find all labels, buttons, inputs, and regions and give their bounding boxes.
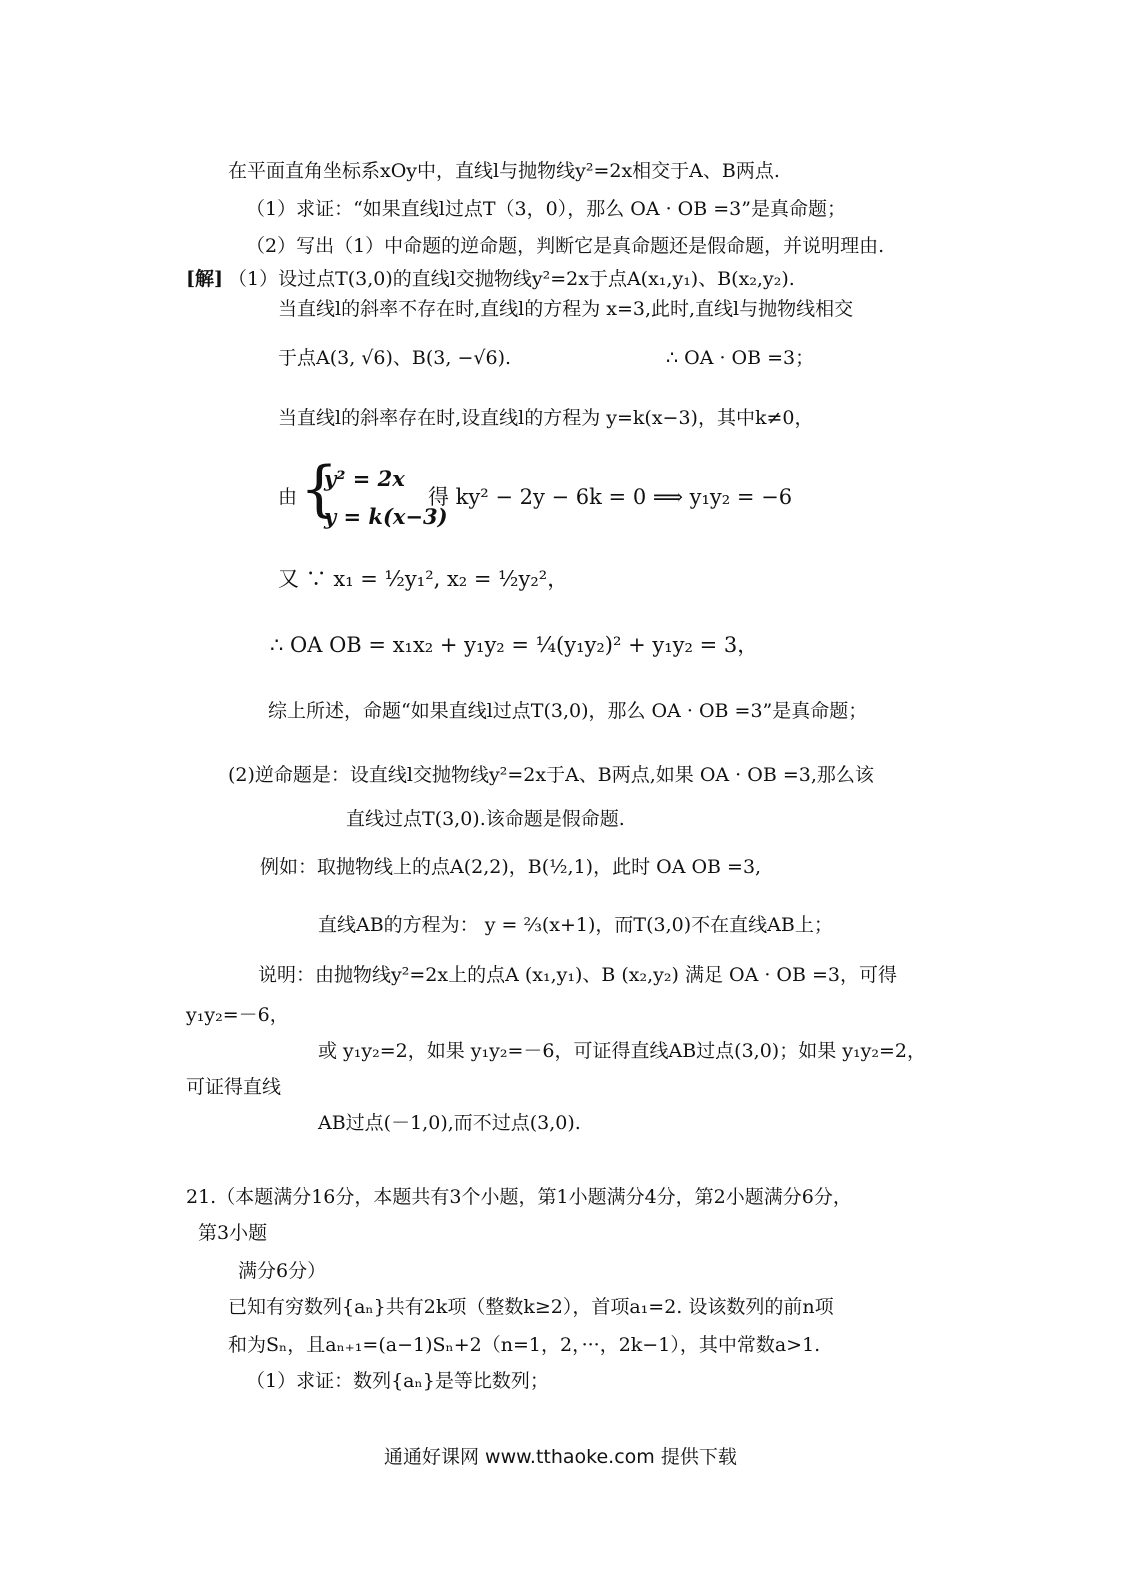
solution-line-9: (2)逆命题是：设直线l交抛物线y²=2x于A、B两点,如果 OA · OB =3,那么该 bbox=[228, 764, 874, 786]
problem21-text-2: 和为Sₙ，且aₙ₊₁=(a−1)Sₙ+2（n=1，2，···，2k−1），其中常数a>1. bbox=[228, 1334, 821, 1356]
solution-line-17: AB过点(－1,0),而不过点(3,0). bbox=[318, 1112, 581, 1134]
solution-line-3b: ∴ OA · OB =3； bbox=[666, 347, 815, 369]
left-brace-icon: { bbox=[300, 454, 339, 524]
solution-line-10: 直线过点T(3,0).该命题是假命题. bbox=[346, 808, 625, 830]
page-footer: 通通好课网 www.tthaoke.com 提供下载 bbox=[384, 1446, 737, 1468]
solution-line-12: 直线AB的方程为： y = ⅔(x+1)，而T(3,0)不在直线AB上； bbox=[318, 914, 833, 936]
problem-stem: 在平面直角坐标系xOy中，直线l与抛物线y²=2x相交于A、B两点. bbox=[228, 160, 780, 182]
equation-system bbox=[300, 454, 448, 532]
solution-line-1: （1）设过点T(3,0)的直线l交抛物线y²=2x于点A(x₁,y₁)、B(x₂,y₂). bbox=[228, 268, 795, 290]
solution-line-11: 例如：取抛物线上的点A(2,2)，B(½,1)，此时 OA OB =3, bbox=[260, 856, 762, 878]
problem21-text-1: 已知有穷数列{aₙ}共有2k项（整数k≥2），首项a₁=2. 设该数列的前n项 bbox=[228, 1296, 834, 1318]
solution-line-14: y₁y₂=－6， bbox=[186, 1004, 289, 1026]
problem21-header-1: 21.（本题满分16分，本题共有3个小题，第1小题满分4分，第2小题满分6分， bbox=[186, 1186, 852, 1208]
solution-line-3a: 于点A(3, √6)、B(3, −√6). bbox=[278, 347, 512, 369]
problem21-header-2: 第3小题 bbox=[198, 1222, 268, 1244]
solution-line-2: 当直线l的斜率不存在时,直线l的方程为 x=3,此时,直线l与抛物线相交 bbox=[278, 298, 854, 320]
problem-part1: （1）求证：“如果直线l过点T（3，0），那么 OA · OB =3”是真命题； bbox=[246, 198, 846, 220]
system-row-2: y = k(x−3) bbox=[324, 504, 448, 529]
problem21-header-3: 满分6分） bbox=[238, 1260, 327, 1282]
solution-line-13: 说明：由抛物线y²=2x上的点A (x₁,y₁)、B (x₂,y₂) 满足 OA · OB =3，可得 bbox=[258, 964, 898, 986]
solution-line-4: 当直线l的斜率存在时,设直线l的方程为 y=k(x−3)，其中k≠0， bbox=[278, 407, 814, 429]
solution-line-8: 综上所述，命题“如果直线l过点T(3,0)，那么 OA · OB =3”是真命题； bbox=[268, 700, 868, 722]
system-prefix: 由 bbox=[278, 486, 298, 508]
problem-part2: （2）写出（1）中命题的逆命题，判断它是真命题还是假命题，并说明理由. bbox=[246, 235, 885, 257]
system-row-1: y² = 2x bbox=[324, 466, 405, 491]
solution-tag: [解] bbox=[186, 268, 223, 290]
solution-line-7: ∴ OA OB = x₁x₂ + y₁y₂ = ¼(y₁y₂)² + y₁y₂ = 3， bbox=[270, 633, 759, 657]
problem21-text-3: （1）求证：数列{aₙ}是等比数列； bbox=[246, 1370, 549, 1392]
solution-line-6: 又 ∵ x₁ = ½y₁², x₂ = ½y₂²， bbox=[278, 567, 569, 591]
system-result: 得 ky² − 2y − 6k = 0 ⟹ y₁y₂ = −6 bbox=[428, 485, 793, 509]
solution-line-15: 或 y₁y₂=2，如果 y₁y₂=－6，可证得直线AB过点(3,0)；如果 y₁y₂=2， bbox=[318, 1040, 926, 1062]
solution-line-16: 可证得直线 bbox=[186, 1076, 282, 1098]
